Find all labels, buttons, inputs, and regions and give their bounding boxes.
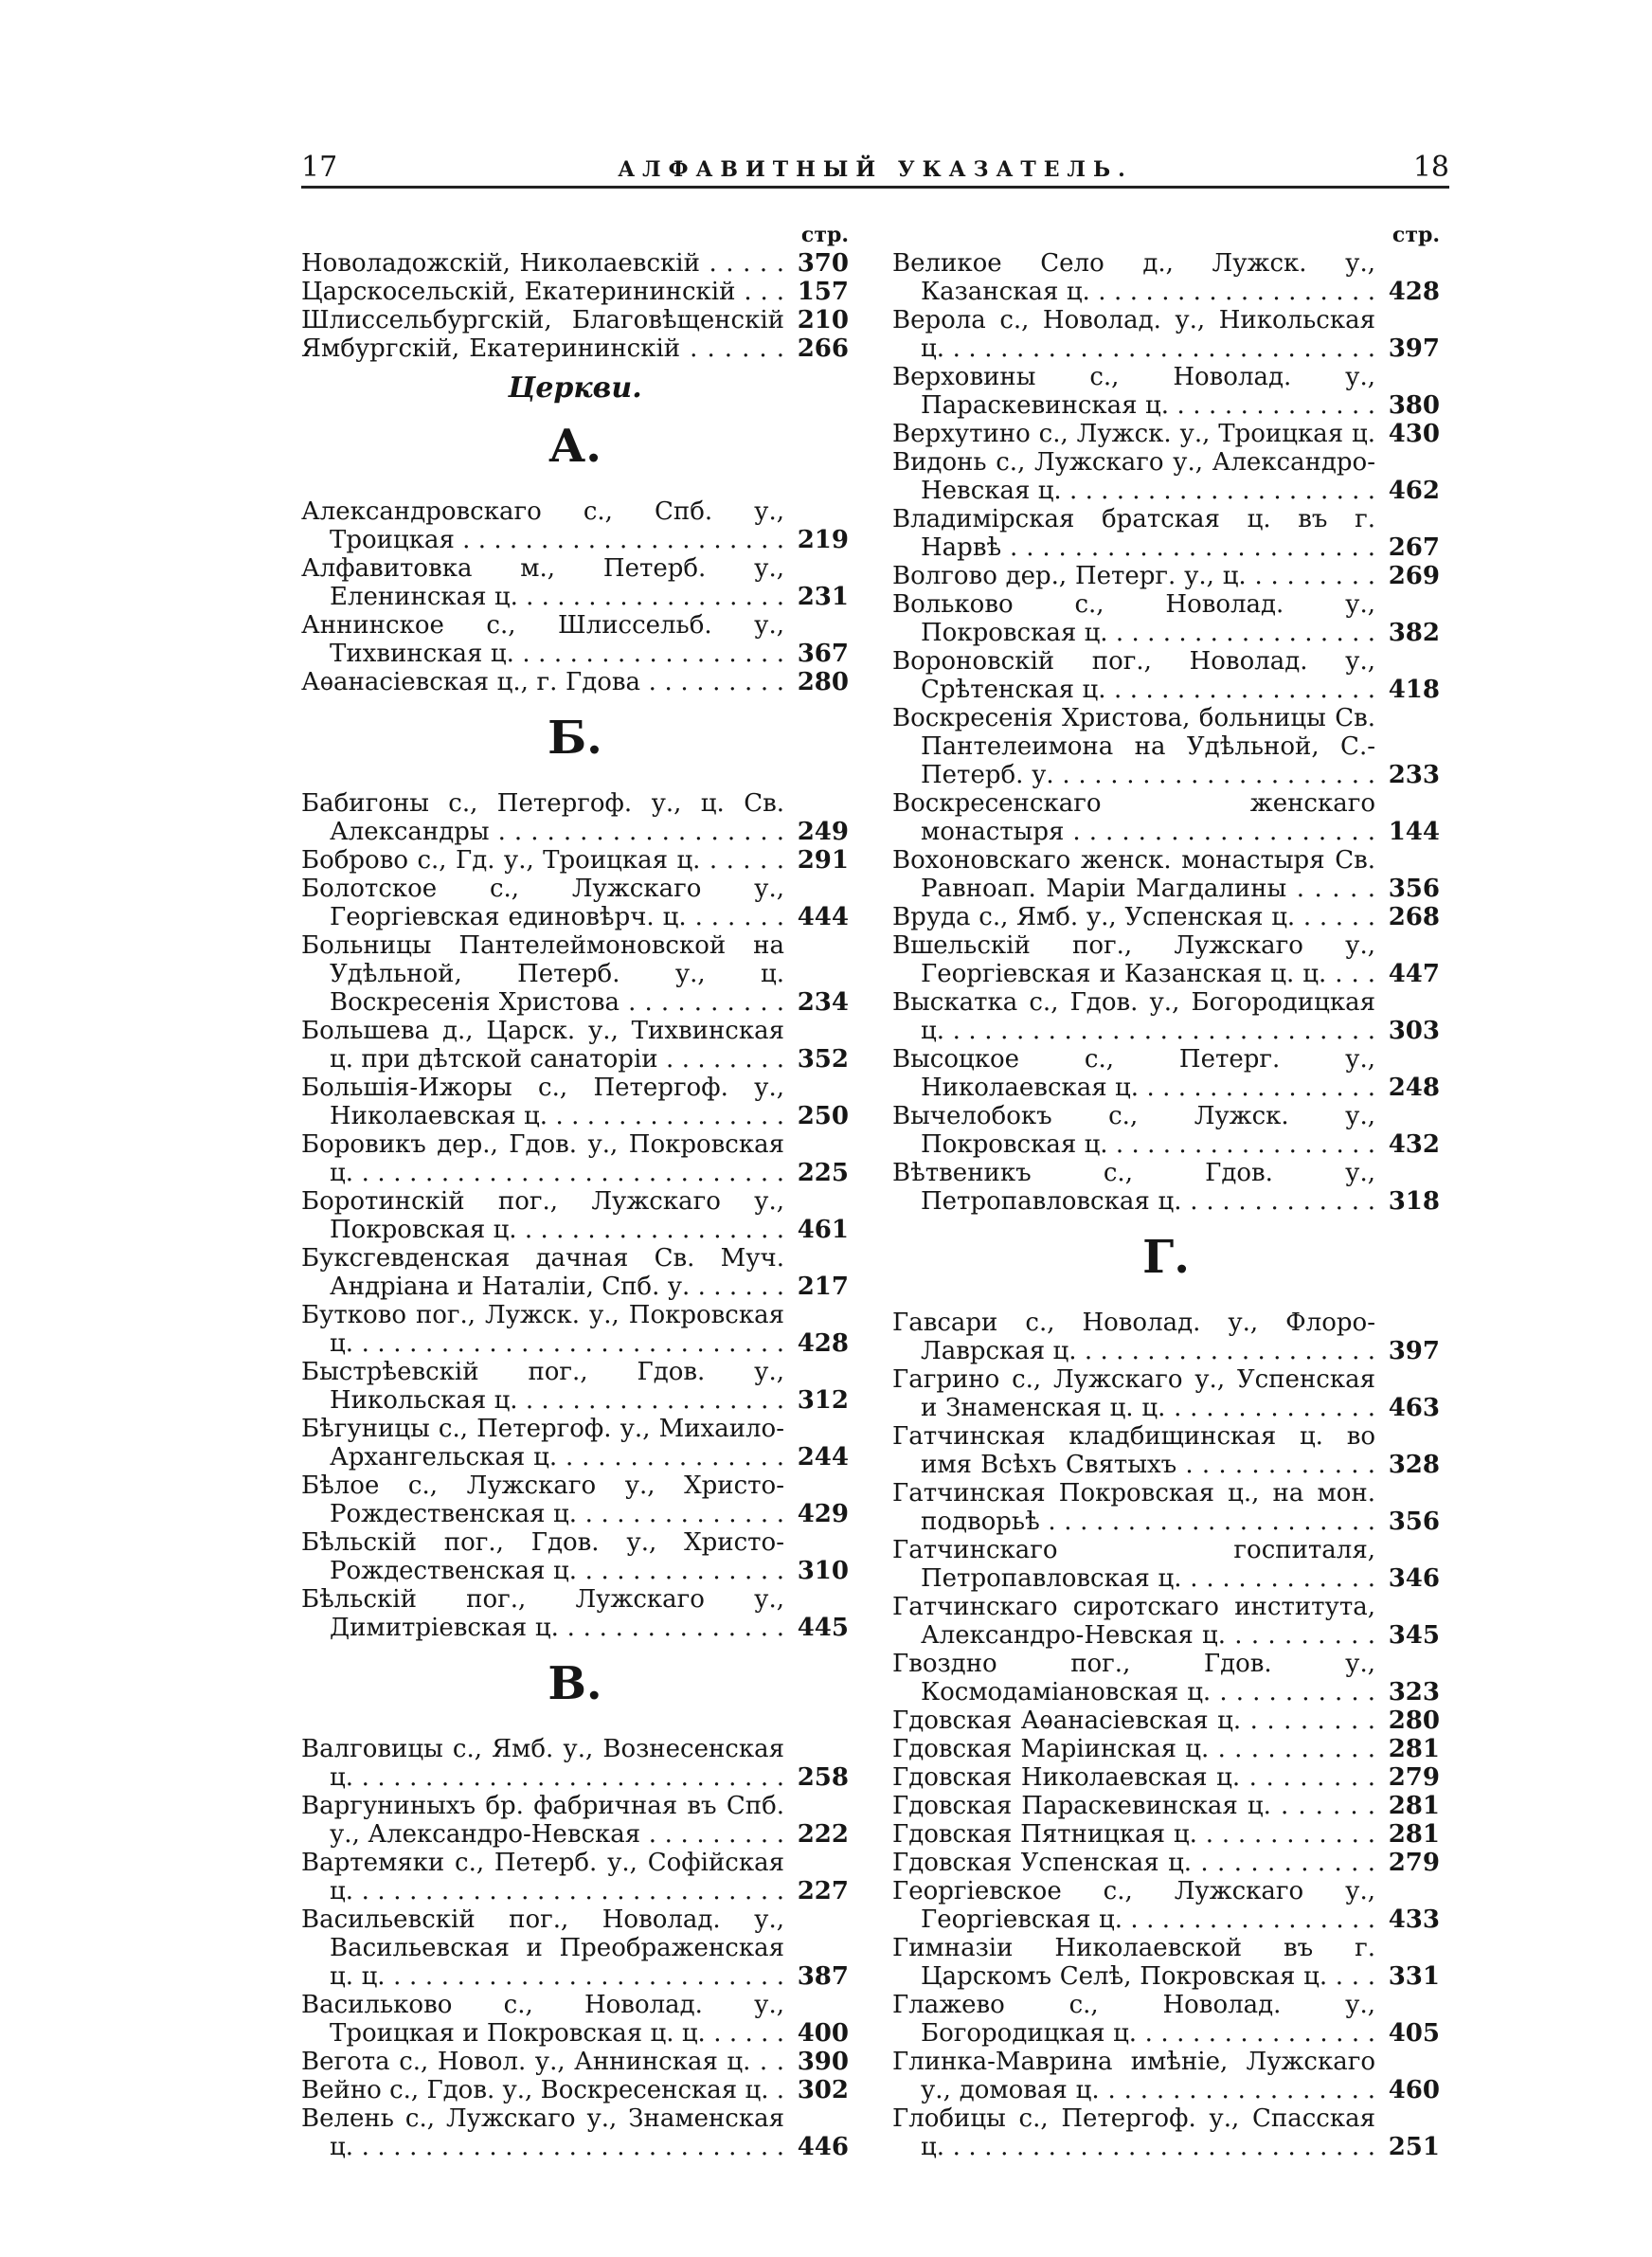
entry-label: Гдовская Успенская ц. (892, 1849, 1193, 1877)
entry-page-number: 279 (1377, 1849, 1440, 1877)
index-entry (301, 1472, 849, 1528)
entry-text (301, 931, 849, 1017)
entry-page-number: 258 (786, 1763, 849, 1792)
index-entry (892, 988, 1440, 1045)
index-entry (892, 1479, 1440, 1536)
entry-text (892, 562, 1440, 590)
index-entry (892, 1763, 1440, 1792)
index-entry (892, 249, 1440, 306)
entry-page-number: 418 (1377, 676, 1440, 704)
header-rule (301, 186, 1449, 189)
index-entry (301, 278, 849, 306)
entry-text (892, 1159, 1440, 1216)
entry-text (301, 1735, 849, 1792)
entry-text (892, 1991, 1440, 2048)
entry-list-b (301, 789, 849, 1642)
entry-label: Вартемяки с., Петерб. у., Софійская ц. (301, 1849, 784, 1905)
letter-heading-g: Г. (1142, 1231, 1190, 1284)
entry-text (892, 1877, 1440, 1934)
entry-page-number: 268 (1377, 903, 1440, 931)
index-entry (892, 2048, 1440, 2104)
entry-page-number: 281 (1377, 1792, 1440, 1820)
entry-label: Георгіевское с., Лужскаго у., Георгіевская ц. (892, 1877, 1375, 1934)
index-entry (892, 1706, 1440, 1735)
entry-text (301, 2076, 849, 2104)
entry-label: Васильевскій пог., Новолад. у., Васильевская и Преображенская ц. ц. (301, 1905, 784, 1991)
entry-page-number: 447 (1377, 960, 1440, 988)
entry-label: Вегота с., Новол. у., Аннинская ц. (301, 2048, 751, 2076)
index-entry (892, 1877, 1440, 1934)
index-entry (892, 789, 1440, 846)
entry-label: Гатчинскаго госпиталя, Петропавловская ц. (892, 1536, 1375, 1593)
entry-text (892, 1849, 1440, 1877)
index-entry (892, 903, 1440, 931)
entry-text (892, 1820, 1440, 1849)
entry-page-number: 444 (786, 903, 849, 931)
entry-text (892, 1934, 1440, 1991)
entry-label: Аннинское с., Шлиссельб. у., Тихвинская ц. (301, 611, 784, 668)
entry-text (892, 1309, 1440, 1365)
entry-page-number: 462 (1377, 477, 1440, 505)
entry-text (301, 1074, 849, 1130)
entry-label: Вохоновскаго женск. монастыря Св. Равноап. Маріи Магдалины (892, 846, 1375, 903)
entry-page-number: 331 (1377, 1962, 1440, 1991)
index-entry (301, 1528, 849, 1585)
index-entry (892, 306, 1440, 363)
entry-text (892, 448, 1440, 505)
index-entry (892, 1102, 1440, 1159)
entry-label: Буксгевденская дачная Св. Муч. Андріана и Наталіи, Спб. у. (301, 1244, 784, 1301)
entry-page-number: 463 (1377, 1394, 1440, 1422)
entry-text (892, 903, 1440, 931)
entry-text (892, 2048, 1440, 2104)
entry-label: Гвоздно пог., Гдов. у., Космодаміановская ц. (892, 1650, 1375, 1706)
entry-label: Боброво с., Гд. у., Троицкая ц. (301, 846, 701, 875)
letter-heading-b: Б. (548, 712, 602, 765)
entry-text (892, 1045, 1440, 1102)
dot-leader (330, 2133, 784, 2161)
dot-leader (921, 2133, 1375, 2161)
entry-list-v-continued (892, 249, 1440, 1216)
entry-label: Вшельскій пог., Лужскаго у., Георгіевская и Казанская ц. ц. (892, 931, 1375, 988)
entry-page-number: 429 (786, 1500, 849, 1528)
entry-label: Врудa с., Ямб. у., Успенская ц. (892, 903, 1296, 931)
entry-label: Царскосельскій, Екатерининскій (301, 278, 736, 306)
index-entry (301, 931, 849, 1017)
entry-text (301, 789, 849, 846)
entry-label: Гагрино с., Лужскаго у., Успенская и Знаменская ц. ц. (892, 1365, 1375, 1422)
entry-page-number: 250 (786, 1102, 849, 1130)
index-entry (892, 1991, 1440, 2048)
dot-leader (330, 1329, 784, 1358)
index-entry (892, 1536, 1440, 1593)
entry-text (301, 1849, 849, 1905)
index-entry (301, 1244, 849, 1301)
entry-text (301, 875, 849, 931)
entry-label: Бѣльскій пог., Лужскаго у., Димитріевская ц. (301, 1585, 784, 1642)
entry-label: Аѳанасіевская ц., г. Гдова (301, 668, 641, 696)
entry-text (301, 278, 849, 306)
entry-page-number: 445 (786, 1614, 849, 1642)
left-column (301, 221, 849, 2161)
index-entry (301, 1415, 849, 1472)
letter-heading-a: А. (548, 420, 602, 473)
index-entry (301, 611, 849, 668)
index-entry (301, 2048, 849, 2076)
index-entry (301, 249, 849, 278)
index-entry (892, 1650, 1440, 1706)
entry-label: Боровикъ дер., Гдов. у., Покровская ц. (301, 1130, 784, 1187)
index-entry (301, 1074, 849, 1130)
entry-page-number: 428 (786, 1329, 849, 1358)
dot-leader (330, 1159, 784, 1187)
entry-text (892, 1650, 1440, 1706)
entry-text (892, 931, 1440, 988)
entry-page-number: 251 (1377, 2133, 1440, 2161)
index-entry (301, 1017, 849, 1074)
entry-page-number: 400 (786, 2019, 849, 2048)
entry-label: Верховины с., Новолад. у., Параскевинская ц. (892, 363, 1375, 420)
entry-page-number: 267 (1377, 533, 1440, 562)
entry-page-number: 281 (1377, 1820, 1440, 1849)
index-entry (301, 497, 849, 554)
entry-page-number: 380 (1377, 391, 1440, 420)
entry-text (892, 1706, 1440, 1735)
entry-text (892, 1735, 1440, 1763)
entry-text (892, 1479, 1440, 1536)
entry-text (301, 249, 849, 278)
entry-label: Верхутино с., Лужск. у., Троицкая ц. (892, 420, 1375, 448)
index-entry (892, 1045, 1440, 1102)
entry-page-number: 233 (1377, 761, 1440, 789)
entry-label: Вороновскій пог., Новолад. у., Срѣтенская ц. (892, 647, 1375, 704)
entry-page-number: 352 (786, 1045, 849, 1074)
entry-label: Воскресенскаго женскаго монастыря (892, 789, 1375, 846)
entry-text (301, 1130, 849, 1187)
entry-label: Вейно с., Гдов. у., Воскресенская ц. (301, 2076, 769, 2104)
entry-text (301, 1472, 849, 1528)
page-number-right: 18 (1412, 151, 1449, 184)
entry-text (892, 1763, 1440, 1792)
index-entry (892, 363, 1440, 420)
index-entry (892, 420, 1440, 448)
index-entry (301, 846, 849, 875)
entry-label: Гдовская Пятницкая ц. (892, 1820, 1197, 1849)
entry-text (892, 1593, 1440, 1650)
entry-text (892, 363, 1440, 420)
entry-label: Валговицы с., Ямб. у., Вознесенская ц. (301, 1735, 784, 1792)
entry-label: Воскресенія Христова, больницы Св. Пантелеимона на Удѣльной, С.-Петерб. у. (892, 704, 1375, 789)
entry-label: Болотское с., Лужскаго у., Георгіевская единовѣрч. ц. (301, 875, 784, 931)
entry-text (892, 1365, 1440, 1422)
entry-label: Волгово дер., Петерг. у., ц. (892, 562, 1247, 590)
entry-page-number: 291 (786, 846, 849, 875)
entry-label: Глинка-Маврина имѣніе, Лужскаго у., домовая ц. (892, 2048, 1375, 2104)
entry-text (301, 668, 849, 696)
entry-page-number: 248 (1377, 1074, 1440, 1102)
index-entry (301, 1187, 849, 1244)
index-entry (301, 2076, 849, 2104)
entry-label: Вольково с., Новолад. у., Покровская ц. (892, 590, 1375, 647)
entry-text (892, 505, 1440, 562)
entry-label: Глобицы с., Петергоф. у., Спасская ц. (892, 2104, 1375, 2161)
entry-page-number: 210 (786, 306, 849, 334)
entry-label: Варгуниныхъ бр. фабричная въ Спб. у., Александро-Невская (301, 1792, 784, 1849)
entry-label: Верола с., Новолад. у., Никольская ц. (892, 306, 1375, 363)
entry-label: Глажево с., Новолад. у., Богородицкая ц. (892, 1991, 1375, 2048)
entry-text (301, 1528, 849, 1585)
entry-text (301, 1017, 849, 1074)
entry-text (892, 647, 1440, 704)
index-entry (301, 668, 849, 696)
entry-page-number: 387 (786, 1962, 849, 1991)
index-entry (301, 875, 849, 931)
entry-page-number: 222 (786, 1820, 849, 1849)
index-entry (892, 505, 1440, 562)
entry-text (301, 334, 849, 363)
entry-label: Гавсари с., Новолад. у., Флоро-Лаврская ц. (892, 1309, 1375, 1365)
index-entry (892, 1849, 1440, 1877)
entry-text (892, 249, 1440, 306)
index-entry (892, 1365, 1440, 1422)
entry-label: Гимназіи Николаевской въ г. Царскомъ Селѣ, Покровская ц. (892, 1934, 1375, 1991)
entry-label: Вычелобокъ с., Лужск. у., Покровская ц. (892, 1102, 1375, 1159)
entry-label: Бѣгуницы с., Петергоф. у., Михаило-Архангельская ц. (301, 1415, 784, 1472)
index-entry (301, 1792, 849, 1849)
entry-label: Ямбургскій, Екатерининскій (301, 334, 681, 363)
index-entry (892, 647, 1440, 704)
dot-leader (330, 1962, 784, 1991)
index-entry (301, 2104, 849, 2161)
index-entry (301, 1358, 849, 1415)
entry-text (301, 554, 849, 611)
entry-page-number: 249 (786, 818, 849, 846)
entry-label: Владимірская братская ц. въ г. Нарвѣ (892, 505, 1375, 562)
dot-leader (921, 334, 1375, 363)
entry-text (301, 611, 849, 668)
entry-text (892, 1422, 1440, 1479)
entry-text (892, 1792, 1440, 1820)
entry-label: Бабигоны с., Петергоф. у., ц. Св. Александры (301, 789, 784, 846)
index-entry (892, 1934, 1440, 1991)
entry-text (892, 590, 1440, 647)
entry-label: Гатчинская Покровская ц., на мон. подворьѣ (892, 1479, 1375, 1536)
entry-text (301, 1187, 849, 1244)
index-entry (892, 1792, 1440, 1820)
entry-label: Александровскаго с., Спб. у., Троицкая (301, 497, 784, 554)
index-entry (301, 789, 849, 846)
entry-page-number: 356 (1377, 1508, 1440, 1536)
entry-text (301, 846, 849, 875)
entry-label: Бутково пог., Лужск. у., Покровская ц. (301, 1301, 784, 1358)
page-column-label: стр. (800, 223, 849, 247)
entry-text (892, 1536, 1440, 1593)
index-entry (301, 306, 849, 334)
entry-page-number: 219 (786, 526, 849, 554)
entry-label: Выскатка с., Гдов. у., Богородицкая ц. (892, 988, 1375, 1045)
index-entry (892, 1820, 1440, 1849)
entry-page-number: 367 (786, 640, 849, 668)
entry-text (301, 1585, 849, 1642)
entry-text (892, 2104, 1440, 2161)
entry-label: Гдовская Маріинская ц. (892, 1735, 1210, 1763)
index-entry (301, 554, 849, 611)
entry-page-number: 302 (786, 2076, 849, 2104)
index-entry (892, 846, 1440, 903)
index-entry (892, 1422, 1440, 1479)
index-entry (892, 1735, 1440, 1763)
page-column-label: стр. (1392, 223, 1440, 247)
page-header (301, 153, 1449, 182)
entry-page-number: 303 (1377, 1017, 1440, 1045)
entry-list-v (301, 1735, 849, 2161)
entry-list-g (892, 1309, 1440, 2161)
entry-page-number: 279 (1377, 1763, 1440, 1792)
entry-label: Бѣлое с., Лужскаго у., Христо-Рождественская ц. (301, 1472, 784, 1528)
entry-text (301, 2104, 849, 2161)
entry-page-number: 430 (1377, 420, 1440, 448)
entry-label: Гдовская Параскевинская ц. (892, 1792, 1271, 1820)
entry-page-number: 432 (1377, 1130, 1440, 1159)
entry-label: Бѣльскій пог., Гдов. у., Христо-Рождественская ц. (301, 1528, 784, 1585)
entry-page-number: 144 (1377, 818, 1440, 846)
entry-label: Шлиссельбургскій, Благовѣщенскій (301, 306, 784, 334)
entry-label: Высоцкое с., Петерг. у., Николаевская ц. (892, 1045, 1375, 1102)
entry-page-number: 217 (786, 1273, 849, 1301)
entry-page-number: 244 (786, 1443, 849, 1472)
entry-label: Гдовская Николаевская ц. (892, 1763, 1241, 1792)
entry-page-number: 318 (1377, 1187, 1440, 1216)
entry-page-number: 227 (786, 1877, 849, 1905)
entry-page-number: 280 (786, 668, 849, 696)
index-entry (892, 1593, 1440, 1650)
entry-text (892, 846, 1440, 903)
index-entry (892, 590, 1440, 647)
entry-label: Большія-Ижоры с., Петергоф. у., Николаевская ц. (301, 1074, 784, 1130)
index-entry (892, 1159, 1440, 1216)
dot-leader (330, 1877, 784, 1905)
index-entry (892, 704, 1440, 789)
entry-page-number: 405 (1377, 2019, 1440, 2048)
entry-text (301, 2048, 849, 2076)
entry-page-number: 433 (1377, 1905, 1440, 1934)
page-number-left: 17 (301, 151, 338, 184)
entry-label: Боротинскій пог., Лужскаго у., Покровская ц. (301, 1187, 784, 1244)
index-entry (301, 1849, 849, 1905)
entry-list-top (301, 249, 849, 363)
entry-label: Гдовская Аѳанасіевская ц. (892, 1706, 1242, 1735)
entry-text (892, 306, 1440, 363)
dot-leader (330, 1763, 784, 1792)
running-title: АЛФАВИТНЫЙ УКАЗАТЕЛЬ. (618, 157, 1133, 182)
entry-label: Больницы Пантелеймоновской на Удѣльной, Петерб. у., ц. Воскресенія Христова (301, 931, 784, 1017)
entry-page-number: 225 (786, 1159, 849, 1187)
entry-text (301, 1415, 849, 1472)
entry-text (301, 1991, 849, 2048)
entry-label: Велень с., Лужскаго у., Знаменская ц. (301, 2104, 784, 2161)
entry-label: Гатчинская кладбищинская ц. во имя Всѣхъ Святыхъ (892, 1422, 1375, 1479)
index-entry (301, 1585, 849, 1642)
entry-page-number: 345 (1377, 1621, 1440, 1650)
entry-page-number: 328 (1377, 1451, 1440, 1479)
entry-text (892, 1102, 1440, 1159)
index-entry (892, 448, 1440, 505)
entry-page-number: 346 (1377, 1564, 1440, 1593)
entry-label: Вѣтвеникъ с., Гдов. у., Петропавловская ц. (892, 1159, 1375, 1216)
entry-text (301, 497, 849, 554)
section-title: Церкви. (508, 371, 642, 405)
entry-text (892, 420, 1440, 448)
index-entry (892, 2104, 1440, 2161)
entry-label: Алфавитовка м., Петерб. у., Еленинская ц. (301, 554, 784, 611)
index-entry (301, 1130, 849, 1187)
index-entry (892, 931, 1440, 988)
entry-text (301, 306, 849, 334)
entry-page-number: 323 (1377, 1678, 1440, 1706)
entry-label: Гатчинскаго сиротскаго института, Александро-Невская ц. (892, 1593, 1375, 1650)
entry-label: Быстрѣевскій пог., Гдов. у., Никольская ц. (301, 1358, 784, 1415)
entry-text (301, 1244, 849, 1301)
entry-page-number: 446 (786, 2133, 849, 2161)
entry-label: Видонь с., Лужскаго у., Александро-Невская ц. (892, 448, 1375, 505)
entry-page-number: 312 (786, 1386, 849, 1415)
dot-leader (921, 1017, 1375, 1045)
entry-text (892, 789, 1440, 846)
entry-list-a (301, 497, 849, 696)
entry-text (301, 1301, 849, 1358)
entry-label: Великое Село д., Лужск. у., Казанская ц. (892, 249, 1375, 306)
entry-page-number: 461 (786, 1216, 849, 1244)
entry-page-number: 234 (786, 988, 849, 1017)
entry-text (301, 1792, 849, 1849)
index-entry (892, 562, 1440, 590)
index-entry (301, 1735, 849, 1792)
entry-label: Новоладожскій, Николаевскій (301, 249, 700, 278)
entry-page-number: 310 (786, 1557, 849, 1585)
entry-text (301, 1358, 849, 1415)
entry-text (892, 988, 1440, 1045)
entry-page-number: 390 (786, 2048, 849, 2076)
entry-page-number: 266 (786, 334, 849, 363)
entry-text (301, 1905, 849, 1991)
right-column (892, 221, 1440, 2161)
index-entry (301, 334, 849, 363)
index-entry (301, 1991, 849, 2048)
entry-page-number: 370 (786, 249, 849, 278)
entry-label: Васильково с., Новолад. у., Троицкая и Покровская ц. ц. (301, 1991, 784, 2048)
entry-page-number: 356 (1377, 875, 1440, 903)
index-entry (892, 1309, 1440, 1365)
entry-page-number: 460 (1377, 2076, 1440, 2104)
letter-heading-v: В. (548, 1657, 602, 1710)
entry-page-number: 397 (1377, 1337, 1440, 1365)
entry-page-number: 157 (786, 278, 849, 306)
index-entry (301, 1905, 849, 1991)
entry-page-number: 281 (1377, 1735, 1440, 1763)
entry-text (892, 704, 1440, 789)
entry-page-number: 231 (786, 583, 849, 611)
entry-page-number: 428 (1377, 278, 1440, 306)
entry-label: Большева д., Царск. у., Тихвинская ц. при дѣтской санаторіи (301, 1017, 784, 1074)
entry-page-number: 269 (1377, 562, 1440, 590)
index-entry (301, 1301, 849, 1358)
entry-page-number: 280 (1377, 1706, 1440, 1735)
entry-page-number: 382 (1377, 619, 1440, 647)
entry-page-number: 397 (1377, 334, 1440, 363)
